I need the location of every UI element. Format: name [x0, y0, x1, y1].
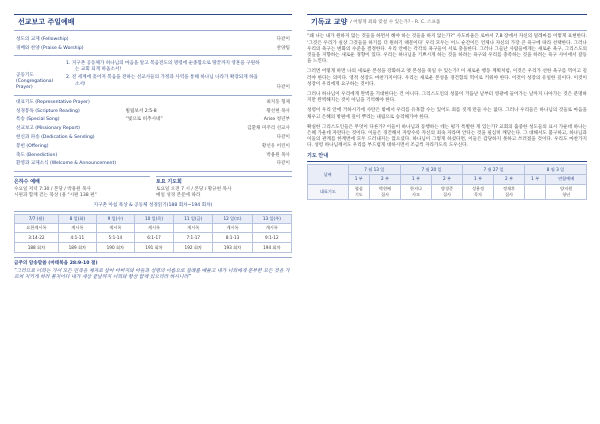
reading-book: 계시록	[58, 223, 96, 233]
prayer-label: 공동기도 (Congregational Prayer)	[16, 73, 53, 91]
right-column	[307, 14, 587, 200]
duty-row-label: 대표기도	[308, 184, 349, 199]
order-leader: 김환채 미주리 선교사	[247, 126, 290, 132]
wednesday-line: 시편과 함께 걷는 묵상 (용 "시편 138 편"	[14, 192, 97, 198]
duty-date: 8 월 3 일	[525, 165, 587, 175]
reading-day-header: 9 일(수)	[96, 215, 134, 224]
congregational-prayer	[14, 58, 292, 96]
order-name: 선교보고 (Missionary Report)	[16, 126, 80, 132]
reading-verse: 9:1-12	[252, 233, 291, 243]
wednesday-service	[14, 176, 150, 199]
order-leader: 찬양팀	[276, 45, 290, 51]
reading-title: 지구촌 아침 묵상 & 공동체 성경읽기(188 회차~194 회차)	[14, 203, 292, 212]
wednesday-title: 은하수 예배	[14, 178, 40, 185]
order-leader: 다같이	[276, 36, 290, 42]
reading-verse: 4:1-11	[58, 233, 96, 243]
worship-title: 선교보고 주일예배	[18, 18, 75, 26]
order-row	[14, 134, 292, 143]
duty-corner: 날짜	[308, 165, 349, 184]
reading-day-header: 13 일(주)	[252, 215, 291, 224]
order-name: 경배와 찬양 (Praise & Worship)	[16, 45, 84, 51]
weekday-services	[14, 176, 292, 199]
order-name: 환영과 교제소식 (Welcome & Announcement)	[16, 161, 117, 167]
worship-group-b	[14, 98, 292, 172]
order-name: 대표기도 (Representative Prayer)	[16, 99, 90, 105]
saturday-title: 토요 기도회	[156, 178, 182, 185]
memory-text: “그러므로 너희는 가서 모든 민족을 제자로 삼아 아버지와 아들과 성령의 이름으로 침례를 베풀고 내가 너희에게 분부한 모든 것을 가르쳐 지키게 하라 볼지어다 내가 세상 끝날까지 너희와 항상 함께 있으리라 하시니라”	[14, 269, 290, 281]
reading-round: 192 회차	[174, 243, 213, 253]
order-row	[14, 125, 292, 134]
duty-person: 방경준 집사	[432, 184, 463, 199]
duty-date: 7 월 20 일	[401, 165, 463, 175]
worship-group-a	[14, 34, 292, 56]
duty-date: 7 월 27 일	[463, 165, 525, 175]
column-paragraph: 성령이 우리 안에 거하시기에 사탄은 밖에서 우리를 유혹할 수는 있어도 죄를 짓게 만들 수는 없다. 그러나 우리들은 하나님의 것들로 마음을 채우고 은혜의 방편에 깊이 뿌리는 내림으로 승리해가야 한다.	[307, 108, 587, 120]
memory-title: 금주의 암송말씀 (마태복음 28:9-10 절)	[14, 260, 98, 266]
reading-book: 계시록	[252, 223, 291, 233]
reading-day-header: 12 일(토)	[213, 215, 252, 224]
order-detail: 빌립보서 2:5-8	[125, 108, 157, 114]
reading-round: 188 회차	[15, 243, 59, 253]
order-detail: “빛으로 비추시네”	[125, 117, 163, 123]
order-name: 성경봉독 (Scripture Reading)	[16, 108, 80, 114]
order-leader: 다같이	[276, 134, 290, 140]
reading-round: 190 회차	[96, 243, 134, 253]
order-leader: Arise 청년부	[263, 117, 290, 123]
prayer-item: 2. 전 세계에 흩어져 복음을 전하는 선교사들의 가정과 사역을 통해 하나님 나라가 확장되게 하옵소서!	[66, 75, 258, 87]
prayer-item: 1. 지구촌 공동체가 하나님의 마음을 알고 복음전도의 명령에 순종함으로 땅끝까지 영혼을 구원하는 교회 되게 하옵소서!	[66, 61, 260, 73]
worship-header	[14, 14, 292, 31]
duty-person: 성용정 목자	[463, 184, 494, 199]
order-row	[14, 99, 292, 108]
order-leader: 박용원 목사	[266, 152, 290, 158]
duty-person: 박현배 집사	[370, 184, 401, 199]
reading-round: 193 회차	[213, 243, 252, 253]
duty-service: 1 부	[348, 174, 369, 184]
duty-service: 2 부	[370, 174, 401, 184]
duty-service: 2 부	[494, 174, 525, 184]
duty-service: 연합예배	[546, 174, 587, 184]
duty-date: 7 월 13 일	[348, 165, 400, 175]
order-leader: 다같이	[276, 161, 290, 167]
order-row	[14, 151, 292, 160]
reading-book: 계시록	[174, 223, 213, 233]
order-name: 특송 (Special Song)	[16, 117, 60, 123]
duty-person: 정재후 집사	[494, 184, 525, 199]
reading-book: 요한계시록	[15, 223, 59, 233]
duty-person: 한지나 사모	[401, 184, 432, 199]
wednesday-line: 수요일 저녁 7:30 / 본당 / 박용원 목사	[14, 186, 91, 192]
saturday-service	[156, 176, 292, 199]
column-paragraph: 확실한 그리스도인들은 무엇이 다른가? 이들이 하나님과 동행하는 데는 평가 특별한 게 있는가? 교회의 출중한 성도들의 표시 가운데 하나는 은혜 가운데 자란다는 것이다. 이들은 경건해서 자랑수록 자신의 죄속 자라며 안다는 것을 필심히 깨닫는다. 그 대해서도 불구하고, 하나님과 이들의 관계를 한계번에 모두 드러내지는 않으셨다. 하나님이 그렇게 하셨다면, 이들은 감당하지 못하고 쓰러졌을 것이다. 우리도 마찬가지다. 성령 하나님께서도 우리를 부드럽게 대하시면서 조금씩 자라가도록 도우신다.	[307, 124, 587, 149]
reading-round: 194 회차	[252, 243, 291, 253]
reading-book: 계시록	[96, 223, 134, 233]
order-row	[14, 142, 292, 151]
order-leader: 최지동 형제	[266, 99, 290, 105]
column-paragraph: 그러면 어떻게 하면 나의 새로운 본성을 강화하고 옛 본성을 죽일 수 있는가? 이 새로운 행동 계획처럼, 이것은 우리가 선한 욕구를 먹이고 길러야 한다는 의미다. 영적 성장도 마찬가지이다. 우리는 새로운 본성을 경건함의 먹이로 키워야 한다. 이것이 성장의 유일한 길이다. 이것이 성장이 우리에게 요구하는 것이다.	[307, 69, 587, 87]
reading-verse: 8:1-13	[213, 233, 252, 243]
order-row	[14, 107, 292, 116]
reading-round: 191 회차	[134, 243, 173, 253]
saturday-line: 매일 성경 본문에 따라	[156, 192, 201, 198]
order-row	[14, 35, 292, 44]
reading-verse: 5:1-14	[96, 233, 134, 243]
reading-book: 계시록	[213, 223, 252, 233]
order-leader: 황선현 목사	[266, 108, 290, 114]
column-subtitle: / 어떻게 죄와 맞설 수 있는가? - R. C. 스프롤	[350, 19, 441, 25]
duty-service: 1 부	[401, 174, 432, 184]
reading-day-header: 10 일(목)	[134, 215, 173, 224]
duty-person	[525, 184, 546, 199]
order-name: 헌신과 파송 (Dedication & Sending)	[16, 134, 95, 140]
reading-verse: 6:1-17	[134, 233, 173, 243]
reading-table	[14, 214, 292, 253]
duty-person: 협심 기도	[348, 184, 369, 199]
reading-verse: 7:1-17	[174, 233, 213, 243]
order-name: 성도의 교제 (Fellowship)	[16, 36, 69, 42]
order-row	[14, 116, 292, 125]
order-name: 축도 (Benediction)	[16, 152, 58, 158]
column-paragraph: 그러나 하나님이 우리에게 완벽을 기대한다는 건 아니다. 그리스도인의 성품이 거듭난 날부터 영광에 들어가는 날까지 나아가는 것은 분명하지만 완벽해지는 것이 아님을 기억해야 한다.	[307, 91, 587, 104]
reading-round: 189 회차	[58, 243, 96, 253]
reading-verse: 3:14-22	[15, 233, 59, 243]
saturday-line: 토요일 오전 7 시 / 본당 / 황규현 목사	[156, 186, 232, 192]
reading-day-header: 11 일(금)	[174, 215, 213, 224]
reading-day-header: 8 일(화)	[58, 215, 96, 224]
duty-service: 1 부	[525, 174, 546, 184]
reading-book: 계시록	[134, 223, 173, 233]
column-body	[307, 34, 587, 149]
prayer-body	[66, 61, 262, 92]
order-name: 봉헌 (Offering)	[16, 143, 49, 149]
duty-person: 양지원 청년	[546, 184, 587, 199]
column-header	[307, 14, 587, 31]
order-row	[14, 44, 292, 53]
duty-title: 기도 안내	[307, 153, 587, 162]
prayer-leader: 다같이	[276, 85, 290, 90]
reading-day-header: 7/7 (월)	[15, 215, 59, 224]
left-column	[14, 14, 292, 282]
order-row	[14, 160, 292, 169]
column-title: 기독교 교양	[311, 18, 348, 26]
duty-service: 1 부	[463, 174, 494, 184]
memory-verse	[14, 257, 292, 282]
duty-table	[307, 164, 587, 200]
order-leader: 황선유 어린이	[261, 143, 290, 149]
column-paragraph: “왜 나는 내가 원하지 않는 것들을 하면서 해야 하는 것들을 하지 않는가?” 사도바울은 로마서 7,8 장에서 자신의 딜레마를 이렇게 표현한다. ‘그것은 우리가 실상 그것들을 하기를 더 원하기 때문이다’ 우리 모두는 어느 순간이든 언제나 자신의 가장 큰 욕구에 따라 선택한다. 그러나 우리의 욕구는 변화의 수준을 결정한다. 우리 안에는 각각의 욕구들이 서로 충돌한다. 그러나 그들난 사람들에게는 새로운 욕구, 그리스도의 것들을 지향하는 새로운 경향이 있다. 우리는 하나님을 기쁘시게 하는 것을 하려는 욕구와 우리를 충족하는 것을 하려는 욕구 사이에서 갈등을 느낀다.	[307, 34, 587, 65]
duty-service: 2 부	[432, 174, 463, 184]
